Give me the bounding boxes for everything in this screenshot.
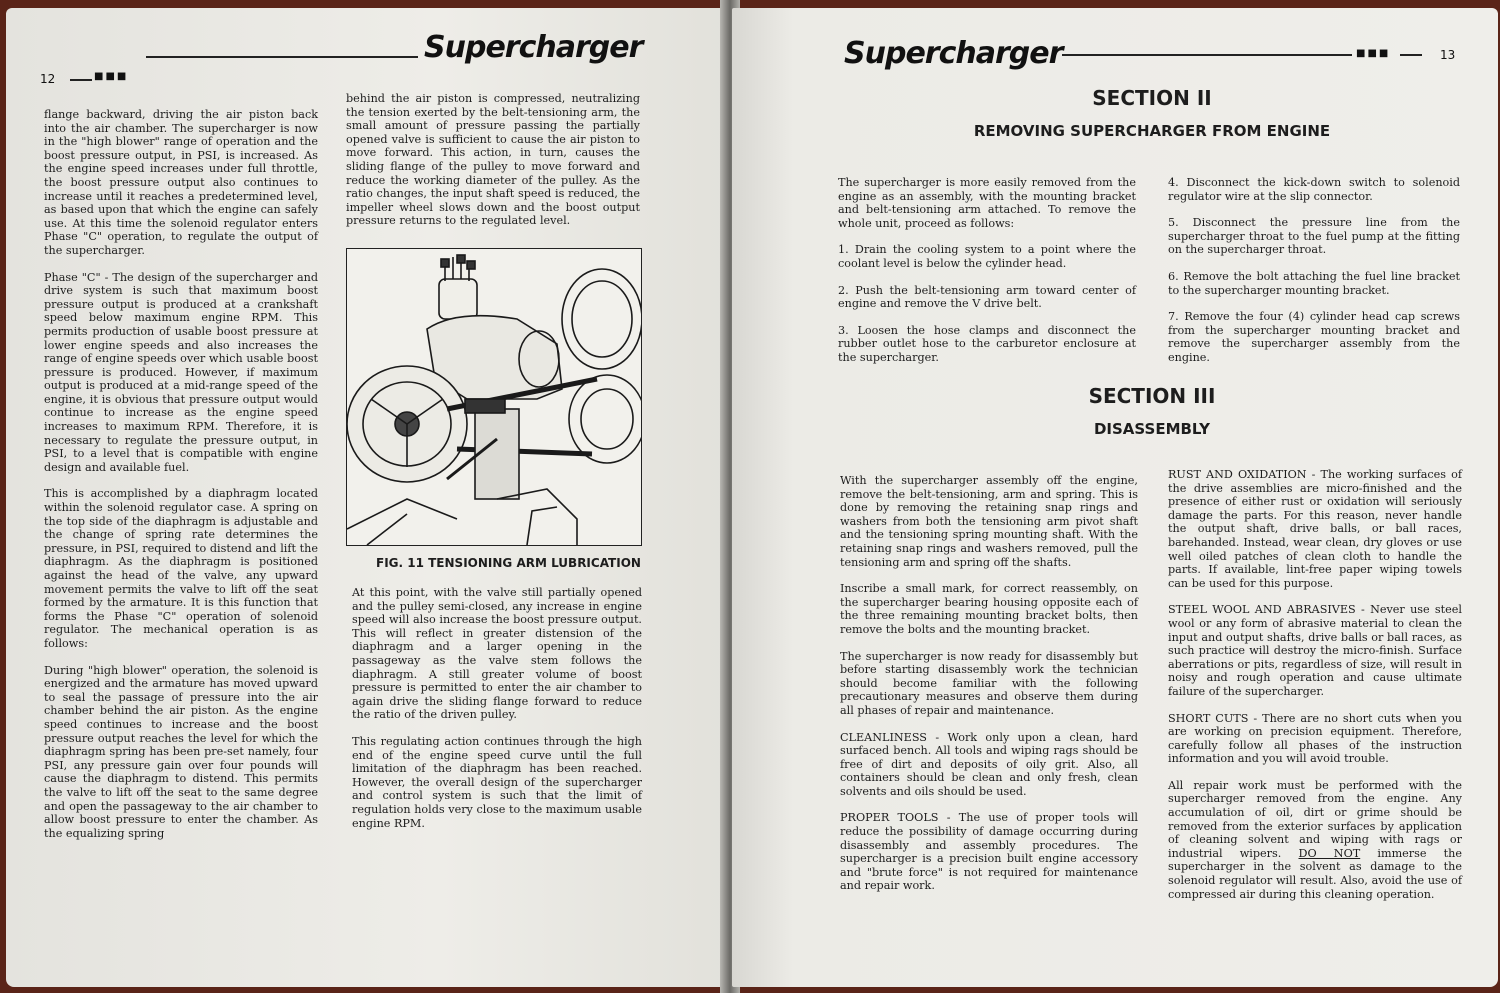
paragraph: This is accomplished by a diaphragm located within the solenoid regulator case. A spring on the top side of the diaphragm is adjustable and the change of spring rate determines the pressure, in PSI, required to distend and lift the diaphragm. As the diaphragm is positioned against the head of the valve, any upward movement permits the valve to lift off the seat formed by the armature. It is this function that forms the Phase "C" operation of solenoid regulator. The mechanical operation is as follows: (44, 487, 318, 650)
paragraph: 7. Remove the four (4) cylinder head cap screws from the supercharger mounting bracket and remove the supercharger assembly from the engine. (1168, 310, 1460, 364)
paragraph-final (1168, 779, 1462, 901)
paragraph: 1. Drain the cooling system to a point where the coolant level is below the cylinder head. (838, 243, 1136, 270)
left-column-2-top (346, 92, 640, 241)
paragraph: SHORT CUTS - There are no short cuts when you are working on precision equipment. Therefore, carefully follow all phases of the instruction information and you will avoid trouble. (1168, 711, 1462, 766)
left-page (6, 8, 728, 987)
section-2-title: SECTION II (1092, 86, 1212, 110)
paragraph: PROPER TOOLS - The use of proper tools will reduce the possibility of damage occurring during disassembly and assembly procedures. The supercharger is a precision built engine accessory and "brute force" is not required for maintenance and repair work. (840, 811, 1138, 893)
header-squares: ■■■ (94, 71, 129, 82)
page-number: 12 (40, 72, 56, 86)
page-number-rule (70, 79, 92, 81)
text-span: All repair work must be performed with the supercharger removed from the engine. Any accumulation of oil, dirt or grime should be removed from the exterior surfaces by application of cleaning solvent and wiping with rags or industrial wipers. (1168, 778, 1462, 860)
figure-caption: FIG. 11 TENSIONING ARM LUBRICATION (376, 556, 641, 570)
right-page (732, 8, 1498, 987)
paragraph: The supercharger is now ready for disassembly but before starting disassembly work the technician should become familiar with the following precautionary measures and observe them during all phases of repair and maintenance. (840, 649, 1138, 717)
paragraph: Inscribe a small mark, for correct reassembly, on the supercharger bearing housing opposite each of the three remaining mounting bracket bolts, then remove the bolts and the mounting bracket. (840, 582, 1138, 636)
paragraph: This regulating action continues through the high end of the engine speed curve until the full limitation of the diaphragm has been reached. However, the overall design of the supercharger and control system is such that the limit of regulation holds very close to the maximum usable engine RPM. (352, 734, 642, 830)
paragraph: During "high blower" operation, the solenoid is energized and the armature has moved upward to seal the passage of pressure into the air chamber behind the air piston. As the engine speed continues to increase and the boost pressure output reaches the level for which the diaphragm spring has been pre-set namely, four PSI, any pressure gain over four pounds will cause the diaphragm to distend. This permits the valve to lift off the seat to the same degree and open the passageway to the air chamber to allow boost pressure to enter the chamber. As the equalizing spring (44, 663, 318, 840)
paragraph: 3. Loosen the hose clamps and disconnect the rubber outlet hose to the carburetor enclosure at the supercharger. (838, 323, 1136, 364)
paragraph: STEEL WOOL AND ABRASIVES - Never use steel wool or any form of abrasive material to clean the input and output shafts, drive balls or ball races, as such practice will destroy the micro-finish. Surface aberrations or pits, regardless of size, will result in noisy and rough operation and cause ultimate failure of the supercharger. (1168, 603, 1462, 698)
left-column-1 (44, 108, 318, 853)
figure-11 (346, 248, 642, 546)
brand-logo: Supercharger (844, 36, 1063, 71)
section-3-subtitle: DISASSEMBLY (1093, 420, 1211, 438)
paragraph: 2. Push the belt-tensioning arm toward center of engine and remove the V drive belt. (838, 283, 1136, 311)
paragraph: behind the air piston is compressed, neutralizing the tension exerted by the belt-tensioning arm, the small amount of pressure passing the partially opened valve is sufficient to cause the air piston to move forward. This action, in turn, causes the sliding flange of the pulley to move forward and reduce the working diameter of the pulley. As the ratio changes, the input shaft speed is reduced, the impeller wheel slows down and the boost output pressure returns to the regulated level. (346, 92, 640, 228)
paragraph: 5. Disconnect the pressure line from the supercharger throat to the fuel pump at the fitting on the supercharger throat. (1168, 216, 1460, 257)
paragraph: The supercharger is more easily removed from the engine as an assembly, with the mounting bracket and belt-tensioning arm attached. To remove the whole unit, proceed as follows: (838, 176, 1136, 230)
section-2-subtitle: REMOVING SUPERCHARGER FROM ENGINE (973, 122, 1331, 140)
paragraph: flange backward, driving the air piston back into the air chamber. The supercharger is now in the "high blower" range of operation and the boost pressure output, in PSI, is increased. As the engine speed increases under full throttle, the boost pressure output also continues to increase until it reaches a predetermined level, as based upon that which the engine can safely use. At this time the solenoid regulator enters Phase "C" operation, to regulate the output of the supercharger. (44, 108, 318, 257)
section-3-title: SECTION III (1088, 384, 1216, 408)
paragraph: 4. Disconnect the kick-down switch to solenoid regulator wire at the slip connector. (1168, 176, 1460, 203)
paragraph: CLEANLINESS - Work only upon a clean, hard surfaced bench. All tools and wiping rags should be free of dirt and deposits of oily grit. Also, all containers should be clean and only fresh, clean solvents and oils should be used. (840, 730, 1138, 798)
header-rule (1062, 54, 1352, 56)
tensioning-arm-illustration (347, 249, 641, 545)
header-rule (146, 56, 418, 58)
paragraph: 6. Remove the bolt attaching the fuel line bracket to the supercharger mounting bracket. (1168, 269, 1460, 297)
section-3-left-column (840, 474, 1138, 906)
paragraph: Phase "C" - The design of the supercharger and drive system is such that maximum boost pressure output is produced at a crankshaft speed below maximum engine RPM. This permits production of usable boost pressure at lower engine speeds and also increases the range of engine speeds over which usable boost pressure is produced. However, if maximum output is produced at a mid-range speed of the engine, it is obvious that pressure output would continue to increase as the engine speed increases to maximum RPM. Therefore, it is necessary to regulate the pressure output, in PSI, to a level that is compatible with engine design and available fuel. (44, 270, 318, 474)
header-squares: ■■■ (1356, 48, 1391, 59)
do-not-emphasis: DO NOT (1298, 846, 1361, 860)
paragraph: RUST AND OXIDATION - The working surfaces of the drive assemblies are micro-finished and the presence of either rust or oxidation will seriously damage the parts. For this reason, never handle the output shaft, drive balls, or ball races, barehanded. Instead, wear clean, dry gloves or use well oiled patches of clean cloth to handle the parts. If available, lint-free paper wiping towels can be used for this purpose. (1168, 468, 1462, 590)
left-column-2-bottom (352, 586, 642, 843)
page-number: 13 (1440, 48, 1456, 62)
section-2-left-column (838, 176, 1136, 378)
brand-logo: Supercharger (424, 30, 643, 65)
section-2-right-column (1168, 176, 1460, 378)
paragraph: With the supercharger assembly off the engine, remove the belt-tensioning, arm and spring. This is done by removing the retaining snap rings and washers from both the tensioning arm pivot shaft and the tensioning spring mounting shaft. With the retaining snap rings and washers removed, pull the tensioning arm and spring off the shafts. (840, 474, 1138, 569)
page-number-rule (1400, 54, 1422, 56)
paragraph: At this point, with the valve still partially opened and the pulley semi-closed, any increase in engine speed will also increase the boost pressure output. This will reflect in greater distension of the diaphragm and a larger opening in the passageway as the valve stem follows the diaphragm. A still greater volume of boost pressure is permitted to enter the air chamber to again drive the sliding flange forward to reduce the ratio of the driven pulley. (352, 586, 642, 722)
text-span: immerse the supercharger in the solvent as damage to the solenoid regulator will result. Also, avoid the use of compressed air during this cleaning operation. (1168, 846, 1463, 901)
section-3-right-column (1168, 468, 1462, 914)
